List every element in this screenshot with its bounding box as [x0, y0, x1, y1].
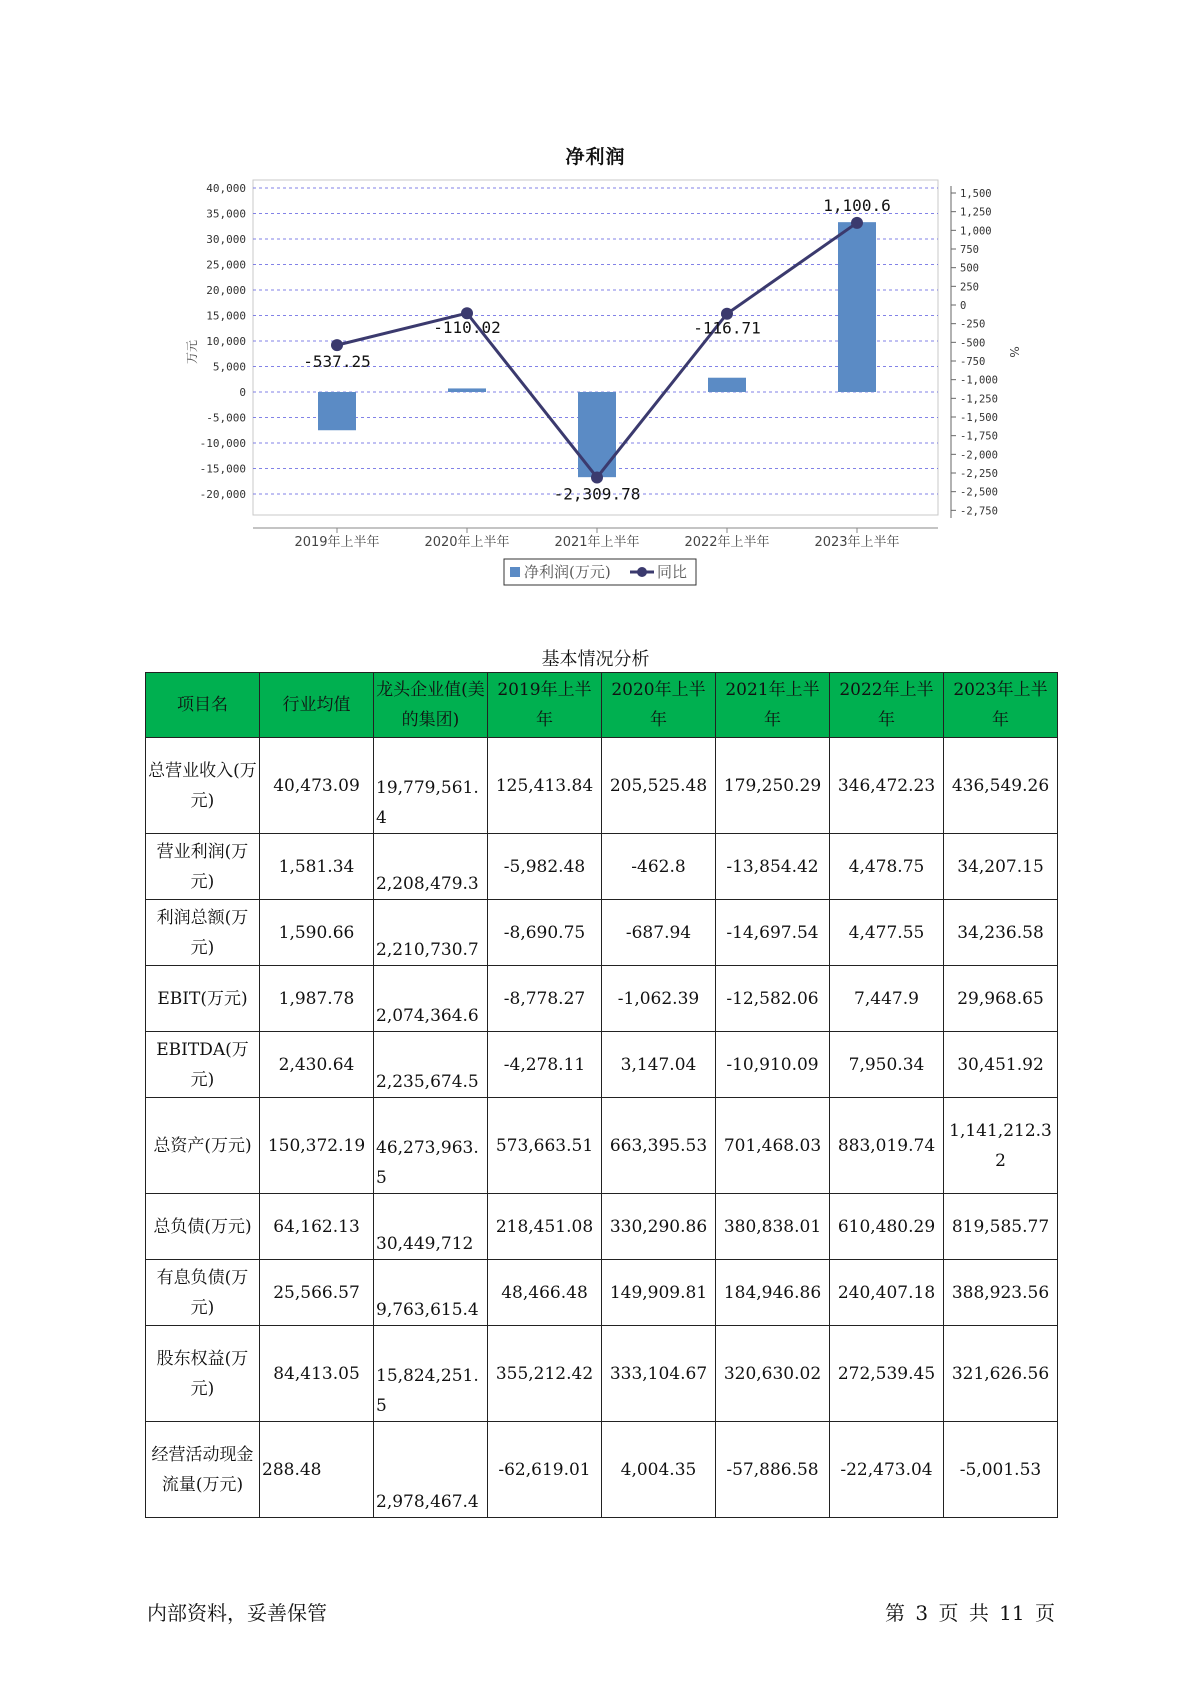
right-tick-label: 1,000 — [960, 225, 992, 238]
table-cell: 7,950.34 — [830, 1032, 944, 1098]
left-tick-label: 20,000 — [206, 284, 246, 297]
left-tick-label: -10,000 — [199, 437, 246, 450]
table-cell: 288.48 — [260, 1422, 374, 1518]
x-tick-label: 2020年上半年 — [424, 535, 510, 550]
table-cell: 34,236.58 — [944, 900, 1058, 966]
row-label-cell: 总负债(万元) — [146, 1194, 260, 1260]
table-cell: 19,779,561.4 — [374, 738, 488, 834]
header-cell: 2020年上半年 — [602, 673, 716, 738]
table-row — [146, 966, 1058, 1032]
table-cell: 346,472.23 — [830, 738, 944, 834]
row-label-cell: EBITDA(万元) — [146, 1032, 260, 1098]
table-cell: -57,886.58 — [716, 1422, 830, 1518]
table-cell: -5,982.48 — [488, 834, 602, 900]
legend-bar-label: 净利润(万元) — [524, 563, 611, 581]
data-label: -2,309.78 — [553, 484, 641, 504]
table-cell: 15,824,251.5 — [374, 1326, 488, 1422]
bar-net-profit — [448, 388, 486, 392]
data-label: -116.71 — [693, 318, 761, 338]
table-cell: 333,104.67 — [602, 1326, 716, 1422]
table-row — [146, 1260, 1058, 1326]
table-header-row — [146, 673, 1058, 738]
footer-confidential-note: 内部资料，妥善保管 — [147, 1601, 327, 1625]
header-cell: 2022年上半年 — [830, 673, 944, 738]
table-cell: -12,582.06 — [716, 966, 830, 1032]
table-cell: 9,763,615.4 — [374, 1260, 488, 1326]
table-cell: -8,690.75 — [488, 900, 602, 966]
left-tick-label: -15,000 — [199, 462, 246, 476]
right-tick-label: -500 — [960, 337, 986, 350]
legend-bar-swatch — [510, 567, 520, 577]
table-cell: 64,162.13 — [260, 1194, 374, 1260]
table-cell: 4,477.55 — [830, 900, 944, 966]
row-label-cell: 利润总额(万元) — [146, 900, 260, 966]
legend-line-marker — [637, 567, 647, 577]
table-cell: -8,778.27 — [488, 966, 602, 1032]
table-cell: 1,987.78 — [260, 966, 374, 1032]
table-cell: 218,451.08 — [488, 1194, 602, 1260]
left-tick-label: -20,000 — [199, 488, 246, 501]
table-cell: 240,407.18 — [830, 1260, 944, 1326]
table-cell: 179,250.29 — [716, 738, 830, 834]
table-cell: 29,968.65 — [944, 966, 1058, 1032]
bar-net-profit — [578, 392, 616, 477]
line-point — [851, 217, 863, 229]
chart-title: 净利润 — [565, 146, 626, 168]
table-cell: 883,019.74 — [830, 1098, 944, 1194]
table-cell: -14,697.54 — [716, 900, 830, 966]
table-cell: 2,235,674.5 — [374, 1032, 488, 1098]
right-tick-label: 0 — [960, 300, 967, 312]
table-cell: 3,147.04 — [602, 1032, 716, 1098]
left-tick-label: 10,000 — [206, 335, 246, 348]
net-profit-chart — [0, 0, 1191, 600]
row-label-cell: EBIT(万元) — [146, 966, 260, 1032]
x-tick-label: 2019年上半年 — [294, 535, 380, 550]
table-cell: -13,854.42 — [716, 834, 830, 900]
x-tick-label: 2022年上半年 — [684, 535, 770, 550]
data-label: -110.02 — [433, 318, 501, 338]
line-point — [591, 471, 603, 483]
table-cell: 2,978,467.4 — [374, 1422, 488, 1518]
table-cell: 388,923.56 — [944, 1260, 1058, 1326]
right-tick-label: -2,750 — [960, 505, 998, 518]
x-tick-label: 2023年上半年 — [814, 535, 900, 550]
table-cell: -687.94 — [602, 900, 716, 966]
table-cell: 30,449,712 — [374, 1194, 488, 1260]
right-tick-label: -1,000 — [960, 374, 998, 387]
right-tick-label: -1,500 — [960, 412, 998, 424]
left-axis-label: 万元 — [185, 339, 199, 365]
table-cell: 2,210,730.7 — [374, 900, 488, 966]
table-cell: 34,207.15 — [944, 834, 1058, 900]
table-row — [146, 900, 1058, 966]
table-row — [146, 1422, 1058, 1518]
x-tick-label: 2021年上半年 — [554, 535, 640, 550]
right-tick-label: -1,250 — [960, 393, 998, 406]
table-cell: 1,590.66 — [260, 900, 374, 966]
left-tick-label: 25,000 — [206, 258, 246, 272]
table-cell: 2,430.64 — [260, 1032, 374, 1098]
left-tick-label: 35,000 — [206, 207, 246, 221]
table-row — [146, 834, 1058, 900]
table-cell: 125,413.84 — [488, 738, 602, 834]
table-cell: -62,619.01 — [488, 1422, 602, 1518]
table-cell: 321,626.56 — [944, 1326, 1058, 1422]
table-cell: 7,447.9 — [830, 966, 944, 1032]
table-cell: 84,413.05 — [260, 1326, 374, 1422]
table-row — [146, 738, 1058, 834]
table-cell: -5,001.53 — [944, 1422, 1058, 1518]
right-axis-label: % — [1007, 346, 1021, 358]
basic-analysis-table — [145, 672, 1058, 1518]
table-row — [146, 1194, 1058, 1260]
right-tick-label: 750 — [960, 244, 979, 256]
table-cell: 4,478.75 — [830, 834, 944, 900]
legend-line-label: 同比 — [657, 563, 688, 581]
row-label-cell: 总营业收入(万元) — [146, 738, 260, 834]
table-cell: 2,074,364.6 — [374, 966, 488, 1032]
data-label: -537.25 — [303, 352, 371, 372]
right-tick-label: 500 — [960, 262, 979, 275]
header-cell: 2023年上半年 — [944, 673, 1058, 738]
row-label-cell: 有息负债(万元) — [146, 1260, 260, 1326]
left-tick-label: 40,000 — [206, 182, 246, 195]
table-cell: 149,909.81 — [602, 1260, 716, 1326]
row-label-cell: 股东权益(万元) — [146, 1326, 260, 1422]
table-cell: 819,585.77 — [944, 1194, 1058, 1260]
table-cell: 40,473.09 — [260, 738, 374, 834]
row-label-cell: 总资产(万元) — [146, 1098, 260, 1194]
header-cell: 龙头企业值(美的集团) — [374, 673, 488, 738]
right-tick-label: 1,500 — [960, 188, 992, 200]
right-tick-label: 1,250 — [960, 206, 992, 219]
header-cell: 项目名 — [146, 673, 260, 738]
table-cell: 610,480.29 — [830, 1194, 944, 1260]
data-label: 1,100.6 — [823, 195, 891, 215]
table-cell: 48,466.48 — [488, 1260, 602, 1326]
table-cell: 330,290.86 — [602, 1194, 716, 1260]
left-tick-label: 15,000 — [206, 309, 246, 323]
left-tick-label: -5,000 — [206, 411, 246, 425]
table-cell: 436,549.26 — [944, 738, 1058, 834]
table-cell: 30,451.92 — [944, 1032, 1058, 1098]
left-tick-label: 30,000 — [206, 233, 246, 246]
table-cell: 1,581.34 — [260, 834, 374, 900]
table-cell: 663,395.53 — [602, 1098, 716, 1194]
bar-net-profit — [708, 378, 746, 392]
table-cell: -1,062.39 — [602, 966, 716, 1032]
row-label-cell: 经营活动现金流量(万元) — [146, 1422, 260, 1518]
table-cell: 380,838.01 — [716, 1194, 830, 1260]
right-tick-label: -2,000 — [960, 449, 998, 462]
table-caption: 基本情况分析 — [541, 649, 650, 670]
right-tick-label: -1,750 — [960, 430, 998, 443]
table-row — [146, 1098, 1058, 1194]
right-tick-label: -2,250 — [960, 468, 998, 480]
header-cell: 行业均值 — [260, 673, 374, 738]
table-cell: 46,273,963.5 — [374, 1098, 488, 1194]
footer-page-number: 第 3 页 共 11 页 — [885, 1601, 1055, 1625]
table-cell: 701,468.03 — [716, 1098, 830, 1194]
left-tick-label: 0 — [239, 386, 246, 399]
table-cell: 355,212.42 — [488, 1326, 602, 1422]
line-point — [331, 339, 343, 351]
table-cell: -22,473.04 — [830, 1422, 944, 1518]
table-cell: 4,004.35 — [602, 1422, 716, 1518]
table-cell: 320,630.02 — [716, 1326, 830, 1422]
table-cell: 184,946.86 — [716, 1260, 830, 1326]
table-cell: 205,525.48 — [602, 738, 716, 834]
table-cell: 272,539.45 — [830, 1326, 944, 1422]
row-label-cell: 营业利润(万元) — [146, 834, 260, 900]
right-tick-label: -750 — [960, 356, 986, 368]
table-row — [146, 1032, 1058, 1098]
left-tick-label: 5,000 — [212, 360, 246, 374]
table-cell: 573,663.51 — [488, 1098, 602, 1194]
table-cell: 150,372.19 — [260, 1098, 374, 1194]
table-cell: -10,910.09 — [716, 1032, 830, 1098]
right-tick-label: 250 — [960, 281, 979, 294]
bar-net-profit — [318, 392, 356, 430]
table-cell: 2,208,479.3 — [374, 834, 488, 900]
table-row — [146, 1326, 1058, 1422]
table-cell: -4,278.11 — [488, 1032, 602, 1098]
header-cell: 2019年上半年 — [488, 673, 602, 738]
table-cell: 1,141,212.32 — [944, 1098, 1058, 1194]
header-cell: 2021年上半年 — [716, 673, 830, 738]
table-cell: -462.8 — [602, 834, 716, 900]
table-cell: 25,566.57 — [260, 1260, 374, 1326]
right-tick-label: -2,500 — [960, 486, 998, 499]
right-tick-label: -250 — [960, 318, 986, 331]
bar-net-profit — [838, 222, 876, 392]
